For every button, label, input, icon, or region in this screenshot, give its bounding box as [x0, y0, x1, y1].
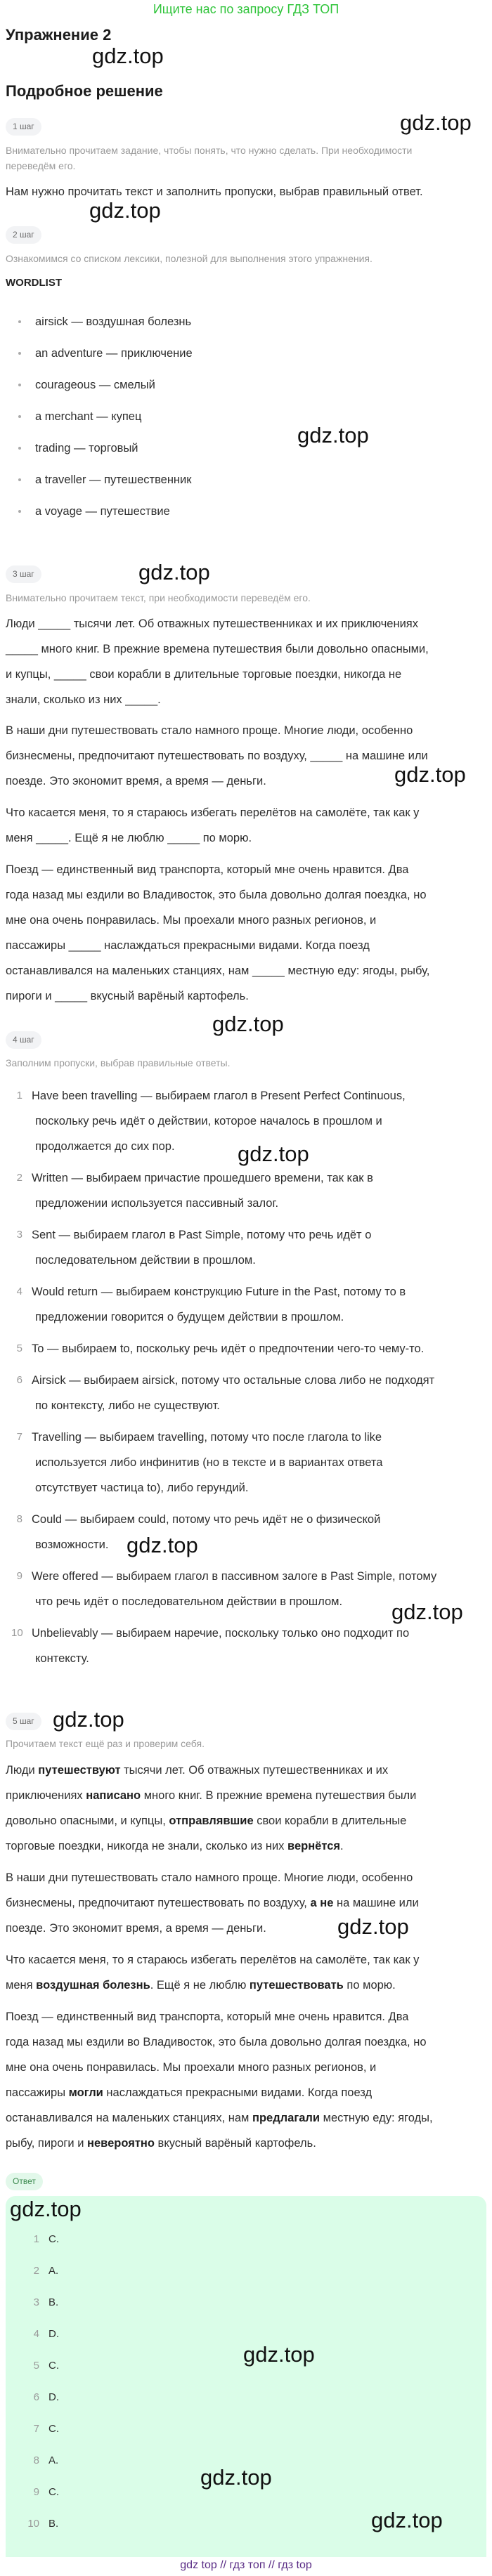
step-2-hint: Ознакомимся со списком лексики, полезной для выполнения этого упражнения.: [6, 253, 373, 264]
explanation-item: [0, 1425, 492, 1501]
bullet-icon: [18, 447, 21, 450]
step-1-badge: 1 шаг: [6, 118, 41, 136]
watermark: gdz.top: [92, 44, 164, 68]
text-line: Что касается меня, то я стараюсь избегать перелётов на самолёте, так как у: [6, 806, 420, 819]
text-line: и купцы, _____ свои корабли в длительные торговые поездки, никогда не: [6, 668, 402, 681]
text-segment: В наши дни путешествовать стало намного проще. Многие люди, особенно: [6, 1871, 413, 1884]
wordlist-item: [0, 306, 193, 338]
page-title: Упражнение 2: [6, 26, 112, 44]
text-line: знали, сколько из них _____.: [6, 693, 161, 706]
watermark: gdz.top: [138, 560, 210, 584]
explanation-item: [0, 1507, 492, 1557]
text-segment: мне она очень понравилась. Мы проехали много разных регионов, и: [6, 2061, 377, 2074]
text-segment: много книг. В прежние времена путешествия были: [141, 1789, 417, 1802]
item-line: отсутствует частица to), либо герундий.: [35, 1482, 249, 1494]
answer-number: 2: [33, 2265, 39, 2277]
wordlist-item: [0, 338, 193, 370]
watermark: gdz.top: [243, 2342, 315, 2367]
item-number: 3: [16, 1229, 22, 1241]
item-line: Unbelievably — выбираем наречие, поскольку только оно подходит по: [32, 1627, 410, 1640]
bullet-icon: [18, 352, 21, 355]
text-segment: вкусный варёный картофель.: [154, 2137, 316, 2150]
text-segment: свои корабли в длительные: [253, 1815, 407, 1827]
answer-word: могли: [68, 2086, 103, 2099]
answer-box: [6, 2196, 486, 2557]
wordlist-item: [0, 496, 193, 528]
wordlist-text: a voyage — путешествие: [35, 505, 170, 518]
watermark: gdz.top: [212, 1012, 284, 1036]
text-segment: Что касается меня, то я стараюсь избегать перелётов на самолёте, так как у: [6, 1954, 420, 1966]
answer-word: путешествовать: [249, 1979, 344, 1992]
watermark: gdz.top: [200, 2465, 272, 2490]
item-number: 7: [16, 1431, 22, 1443]
text-line: бизнесмены, предпочитают путешествовать по воздуху, _____ на машине или: [6, 750, 428, 762]
hint-line: переведём его.: [6, 160, 76, 171]
watermark: gdz.top: [89, 198, 161, 223]
wordlist-text: trading — торговый: [35, 442, 138, 455]
text-line: Люди _____ тысячи лет. Об отважных путешественниках и их приключениях: [6, 617, 418, 630]
item-line: To — выбираем to, поскольку речь идёт о предпочтении чего-то чему-то.: [32, 1342, 425, 1355]
explanation-item: [0, 1222, 492, 1273]
item-line: предложении говорится о будущем действии в прошлом.: [35, 1311, 344, 1323]
check-paragraph: [6, 2004, 433, 2156]
text-line: меня _____. Ещё я не люблю _____ по морю.: [6, 832, 252, 844]
answer-value: B.: [48, 2296, 59, 2308]
item-line: Could — выбираем could, потому что речь идёт не о физической: [32, 1513, 381, 1526]
step-1-text: Нам нужно прочитать текст и заполнить пропуски, выбрав правильный ответ.: [6, 185, 423, 198]
text-line: [6, 1973, 419, 1998]
watermark: gdz.top: [10, 2197, 82, 2221]
step-3-badge: 3 шаг: [6, 565, 41, 583]
watermark: gdz.top: [297, 423, 369, 447]
text-line: В наши дни путешествовать стало намного проще. Многие люди, особенно: [6, 724, 413, 737]
wordlist: [0, 306, 193, 528]
text-line: [6, 1833, 416, 1859]
watermark: gdz.top: [53, 1707, 124, 1732]
text-segment: останавливался на маленьких станциях, нам: [6, 2112, 252, 2124]
item-number: 5: [16, 1342, 22, 1354]
item-line: используется либо инфинитив (но в тексте и в вариантах ответа: [35, 1456, 383, 1469]
item-line: Airsick — выбираем airsick, потому что остальные слова либо не подходят: [32, 1374, 435, 1387]
text-line: Поезд — единственный вид транспорта, который мне очень нравится. Два: [6, 863, 409, 876]
step-5-badge: 5 шаг: [6, 1713, 41, 1730]
text-segment: рыбу, пироги и: [6, 2137, 88, 2150]
text-line: поезде. Это экономит время, а время — деньги.: [6, 775, 266, 787]
explanation-item: [0, 1336, 492, 1361]
wordlist-title: WORDLIST: [6, 277, 62, 289]
answer-value: C.: [48, 2423, 59, 2435]
text-line: [6, 2131, 433, 2156]
answer-number: 6: [33, 2391, 39, 2403]
answer-word: отправлявшие: [169, 1815, 254, 1827]
text-line: [6, 2055, 433, 2080]
answer-number: 1: [33, 2233, 39, 2245]
item-number: 10: [11, 1627, 23, 1639]
hint-line: Внимательно прочитаем задание, чтобы понять, что нужно сделать. При необходимости: [6, 145, 413, 156]
item-line: по контексту, либо не существуют.: [35, 1399, 220, 1412]
answer-number: 5: [33, 2360, 39, 2372]
text-line: [6, 2004, 433, 2029]
step-4-hint: Заполним пропуски, выбрав правильные ответы.: [6, 1057, 231, 1068]
text-line: [6, 2029, 433, 2055]
item-line: Were offered — выбираем глагол в пассивном залоге в Past Simple, потому: [32, 1570, 437, 1583]
answer-value: C.: [48, 2360, 59, 2372]
item-line: Written — выбираем причастие прошедшего времени, так как в: [32, 1172, 373, 1184]
explanation-item: [0, 1368, 492, 1418]
watermark: gdz.top: [400, 110, 472, 135]
task-paragraph: [6, 718, 428, 794]
explanation-item: [0, 1621, 492, 1671]
text-line: мне она очень понравилась. Мы проехали много разных регионов, и: [6, 914, 377, 927]
answer-value: D.: [48, 2391, 59, 2403]
step-1-hint: [6, 143, 412, 174]
wordlist-text: courageous — смелый: [35, 379, 155, 391]
answer-word: невероятно: [87, 2137, 155, 2150]
wordlist-text: airsick — воздушная болезнь: [35, 315, 192, 328]
answer-word: путешествуют: [38, 1764, 121, 1777]
step-4-badge: 4 шаг: [6, 1031, 41, 1049]
bullet-icon: [18, 510, 21, 513]
answer-word: вернётся: [287, 1840, 341, 1852]
answer-value: A.: [48, 2454, 59, 2466]
text-segment: приключениях: [6, 1789, 86, 1802]
answer-number: 3: [33, 2296, 39, 2308]
item-number: 9: [16, 1570, 22, 1582]
text-line: [6, 1865, 419, 1890]
text-segment: тысячи лет. Об отважных путешественниках и их: [120, 1764, 389, 1777]
text-segment: года назад мы ездили во Владивосток, это была довольно долгая поездка, но: [6, 2036, 427, 2048]
wordlist-text: an adventure — приключение: [35, 347, 193, 360]
answer-number: 7: [33, 2423, 39, 2435]
bullet-icon: [18, 384, 21, 386]
section-title: Подробное решение: [6, 82, 163, 100]
text-segment: поезде. Это экономит время, а время — деньги.: [6, 1922, 266, 1935]
answer-value: C.: [48, 2486, 59, 2498]
task-paragraph: [6, 857, 429, 1009]
answer-word: а не: [310, 1897, 334, 1909]
answer-word: написано: [86, 1789, 141, 1802]
step-3-hint: Внимательно прочитаем текст, при необходимости переведём его.: [6, 592, 311, 603]
text-segment: Поезд — единственный вид транспорта, который мне очень нравится. Два: [6, 2011, 409, 2023]
text-line: пассажиры _____ наслаждаться прекрасными видами. Когда поезд: [6, 939, 370, 952]
watermark: gdz.top: [337, 1914, 409, 1939]
text-segment: меня: [6, 1979, 37, 1992]
text-segment: на машине или: [333, 1897, 419, 1909]
text-line: [6, 1808, 416, 1833]
wordlist-item: [0, 401, 193, 433]
answer-badge: Ответ: [6, 2173, 43, 2190]
step-5-hint: Прочитаем текст ещё раз и проверим себя.: [6, 1738, 205, 1749]
answer-value: A.: [48, 2265, 59, 2277]
answer-number: 4: [33, 2328, 39, 2340]
text-segment: . Ещё я не люблю: [150, 1979, 250, 1992]
item-line: Travelling — выбираем travelling, потому что после глагола to like: [32, 1431, 382, 1444]
item-number: 1: [16, 1090, 22, 1101]
text-line: пироги и _____ вкусный варёный картофель.: [6, 990, 249, 1002]
item-line: последовательном действии в прошлом.: [35, 1254, 256, 1267]
explanation-list: [0, 1083, 492, 1678]
text-segment: бизнесмены, предпочитают путешествовать по воздуху,: [6, 1897, 311, 1909]
item-line: возможности.: [35, 1538, 109, 1551]
text-segment: наслаждаться прекрасными видами. Когда поезд: [103, 2086, 373, 2099]
explanation-item: [0, 1279, 492, 1330]
answer-value: C.: [48, 2233, 59, 2245]
text-segment: довольно опасными, и купцы,: [6, 1815, 169, 1827]
item-number: 2: [16, 1172, 22, 1184]
item-line: Sent — выбираем глагол в Past Simple, потому что речь идёт о: [32, 1229, 372, 1241]
item-number: 6: [16, 1374, 22, 1386]
text-line: [6, 1947, 419, 1973]
explanation-item: [0, 1165, 492, 1216]
item-line: Would return — выбираем конструкцию Future in the Past, потому то в: [32, 1286, 406, 1298]
wordlist-item: [0, 464, 193, 496]
text-segment: Люди: [6, 1764, 39, 1777]
task-paragraph: [6, 611, 429, 712]
watermark: gdz.top: [127, 1533, 198, 1557]
text-line: [6, 1890, 419, 1916]
text-line: останавливался на маленьких станциях, нам _____ местную еду: ягоды, рыбу,: [6, 965, 430, 977]
text-line: [6, 1783, 416, 1808]
item-line: поскольку речь идёт о действии, которое началось в прошлом и: [35, 1115, 382, 1127]
watermark: gdz.top: [394, 762, 466, 787]
text-line: года назад мы ездили во Владивосток, это была довольно долгая поездка, но: [6, 889, 427, 901]
check-paragraph: [6, 1947, 419, 1998]
wordlist-text: a traveller — путешественник: [35, 473, 192, 486]
answer-value: B.: [48, 2518, 59, 2530]
text-line: [6, 1758, 416, 1783]
answer-value: D.: [48, 2328, 59, 2340]
text-segment: .: [340, 1840, 344, 1852]
text-segment: пассажиры: [6, 2086, 69, 2099]
wordlist-item: [0, 370, 193, 401]
watermark: gdz.top: [391, 1600, 463, 1624]
item-number: 4: [16, 1286, 22, 1297]
item-line: предложении используется пассивный залог.: [35, 1197, 279, 1210]
watermark: gdz.top: [371, 2508, 443, 2532]
wordlist-text: a merchant — купец: [35, 410, 142, 423]
text-line: _____ много книг. В прежние времена путешествия были довольно опасными,: [6, 643, 429, 655]
bullet-icon: [18, 320, 21, 323]
text-line: [6, 2105, 433, 2131]
item-number: 8: [16, 1513, 22, 1525]
answer-word: воздушная болезнь: [36, 1979, 150, 1992]
answer-number: 10: [27, 2518, 39, 2530]
item-line: что речь идёт о последовательном действии в прошлом.: [35, 1595, 343, 1608]
text-segment: по морю.: [343, 1979, 396, 1992]
task-paragraph: [6, 800, 419, 851]
text-segment: торговые поездки, никогда не знали, сколько из них: [6, 1840, 288, 1852]
text-segment: местную еду: ягоды,: [320, 2112, 433, 2124]
watermark: gdz.top: [238, 1142, 309, 1166]
answer-number: 9: [33, 2486, 39, 2498]
wordlist-item: [0, 433, 193, 464]
step-2-badge: 2 шаг: [6, 226, 41, 244]
bullet-icon: [18, 415, 21, 418]
answer-word: предлагали: [252, 2112, 321, 2124]
check-paragraph: [6, 1758, 416, 1859]
answer-number: 8: [33, 2454, 39, 2466]
item-line: контексту.: [35, 1652, 89, 1665]
bullet-icon: [18, 478, 21, 481]
item-line: продолжается до сих пор.: [35, 1140, 175, 1153]
footer-links[interactable]: gdz top // гдз топ // гдз top: [180, 2559, 312, 2571]
item-line: Have been travelling — выбираем глагол в Present Perfect Continuous,: [32, 1090, 406, 1102]
text-line: [6, 2080, 433, 2105]
search-banner[interactable]: Ищите нас по запросу ГДЗ ТОП: [153, 2, 339, 16]
